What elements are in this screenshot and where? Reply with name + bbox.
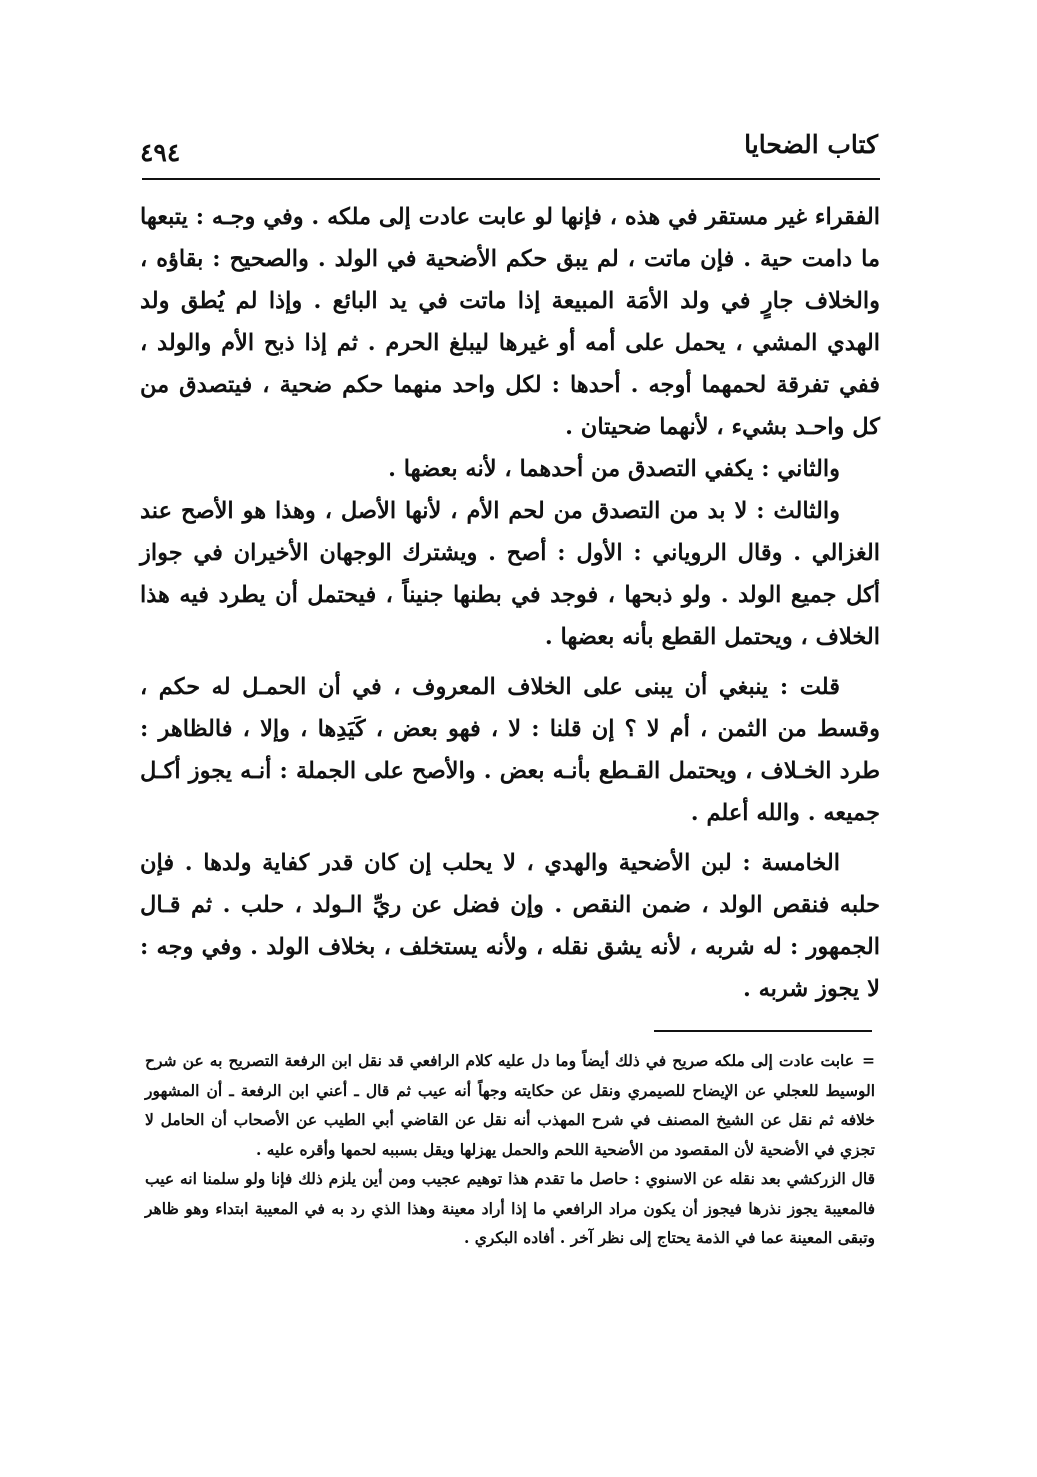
header-divider <box>142 178 880 180</box>
footnotes <box>145 1046 875 1253</box>
paragraph-5 <box>140 842 880 1010</box>
main-text <box>140 196 880 1010</box>
page-header <box>140 128 878 178</box>
paragraph-5-text: : لبن الأضحية والهدي ، لا يحلب إن كان قدر كفاية ولدها . فإن حلبه فنقص الولد ، ضمن النقص . وإن فضل عن ريِّ الـولد ، حلب . ثم قـال الجمهور : له شربه ، لأنه يشق نقله ، ولأنه يستخلف ، بخلاف الولد . وفي وجه : لا يجوز شربه . <box>140 850 880 1002</box>
footnote-2: قال الزركشي بعد نقله عن الاسنوي : حاصل ما تقدم هذا توهيم عجيب ومن أين يلزم ذلك فإنا ولو سلمنا انه عيب فالمعيبة يجوز نذرها فيجوز أن يكون مراد الرافعي ما إذا أراد معينة وهذا الذي رد به في المعيبة ابتداء وهو ظاهر وتبقى المعينة عما في الذمة يحتاج إلى نظر آخر . أفاده البكري . <box>145 1169 876 1247</box>
footnote-1 <box>145 1046 875 1164</box>
footnote-divider <box>654 1030 872 1032</box>
page-number: ٤٩٤ <box>140 138 181 167</box>
paragraph-2: والثاني : يكفي التصدق من أحدهما ، لأنه بعضها . <box>388 456 840 482</box>
paragraph-1: الفقراء غير مستقر في هذه ، فإنها لو عابت عادت إلى ملكه . وفي وجـه : يتبعها ما دامت حية . فإن ماتت ، لم يبق حكم الأضحية في الولد . والصحيح : بقاؤه ، والخلاف جارٍ في ولد الأمَة المبيعة إذا ماتت في يد البائع . وإذا لم يُطق ولد الهدي المشي ، يحمل على أمه أو غيرها ليبلغ الحرم . ثم إذا ذبح الأم والولد ، ففي تفرقة لحمهما أوجه . أحدها : لكل واحد منهما حكم ضحية ، فيتصدق من كل واحـد بشيء ، لأنهما ضحيتان . <box>140 204 880 440</box>
paragraph-5-lead: الخامسة <box>761 850 840 876</box>
paragraph-4: قلت : ينبغي أن يبنى على الخلاف المعروف ، في أن الحمـل له حكم ، وقسط من الثمن ، أم لا ؟ إن قلنا : لا ، فهو بعض ، كَيَدِها ، وإلا ، فالظاهر : طرد الخـلاف ، ويحتمل القـطع بأنـه بعض . والأصح على الجملة : أنـه يجوز أكـل جميعه . والله أعلم . <box>140 674 880 826</box>
footnote-continuation-marker: = <box>862 1051 875 1070</box>
footnote-1-text: عابت عادت إلى ملكه صريح في ذلك أيضاً وما دل عليه كلام الرافعي قد نقل ابن الرفعة التصريح به عن شرح الوسيط للعجلي عن الإيضاح للصيمري ونقل عن حكايته وجهاً أنه عيب ثم قال ـ أعني ابن الرفعة ـ أن المشهور خلافه ثم نقل عن الشيخ المصنف في شرح المهذب أنه نقل عن القاضي أبي الطيب عن الأصحاب أن الحامل لا تجزي في الأضحية لأن المقصود من الأضحية اللحم والحمل يهزلها ويقل بسببه لحمها وأقره عليه . <box>145 1051 875 1159</box>
chapter-title: كتاب الضحايا <box>744 130 878 159</box>
paragraph-3: والثالث : لا بد من التصدق من لحم الأم ، لأنها الأصل ، وهذا هو الأصح عند الغزالي . وقال الروياني : الأول : أصح . ويشترك الوجهان الأخيران في جواز أكل جميع الولد . ولو ذبحها ، فوجد في بطنها جنيناً ، فيحتمل أن يطرد فيه هذا الخلاف ، ويحتمل القطع بأنه بعضها . <box>140 498 880 650</box>
